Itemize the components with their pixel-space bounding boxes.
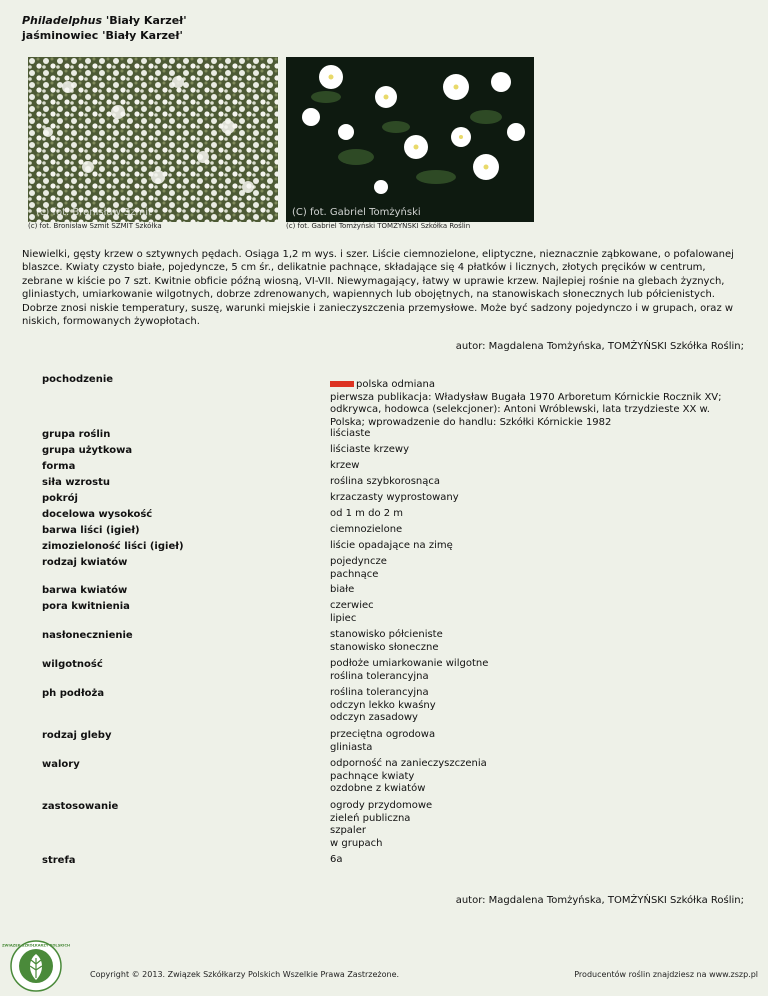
copyright-text: Copyright © 2013. Związek Szkółkarzy Polskich Wszelkie Prawa Zastrzeżone.	[90, 970, 400, 979]
attr-value: pojedyncze	[330, 556, 387, 567]
attr-row-walory	[42, 758, 742, 800]
attr-row-pokroj	[42, 492, 742, 508]
attr-label: grupa użytkowa	[42, 445, 133, 456]
latin-cultivar: 'Biały Karzeł'	[105, 14, 187, 27]
attr-label: zimozieloność liści (igieł)	[42, 541, 184, 552]
attr-row-barwa-lisci	[42, 524, 742, 540]
attr-value: ogrody przydomowe	[330, 800, 433, 811]
photo-watermark: (C) fot. Gabriel Tomżyński	[292, 207, 421, 218]
attr-value: odczyn lekko kwaśny	[330, 699, 436, 711]
attr-label: nasłonecznienie	[42, 630, 133, 641]
attr-label: barwa kwiatów	[42, 585, 128, 596]
attr-value: roślina tolerancyjna	[330, 687, 429, 698]
attr-row-grupa-roslin	[42, 428, 742, 444]
attr-row-pochodzenie	[42, 373, 742, 428]
attr-row-barwa-kwiatow	[42, 584, 742, 600]
photo-shrub	[28, 57, 278, 222]
attr-label: strefa	[42, 855, 76, 866]
attr-value: roślina tolerancyjna	[330, 670, 429, 682]
photo-flowers	[286, 57, 534, 222]
attr-row-naslonecznienie	[42, 629, 742, 658]
attr-value: polska odmiana	[356, 379, 435, 390]
attr-value: odczyn zasadowy	[330, 712, 418, 723]
attr-value: liściaste krzewy	[330, 444, 410, 455]
attr-row-rodzaj-kwiatow	[42, 556, 742, 584]
attr-row-grupa-uzytkowa	[42, 444, 742, 460]
attr-value: zieleń publiczna	[330, 812, 411, 824]
attr-row-wilgotnosc	[42, 658, 742, 687]
attr-label: rodzaj gleby	[42, 730, 112, 741]
author-line-bottom: autor: Magdalena Tomżyńska, TOMŻYŃSKI Szkółka Roślin;	[455, 895, 744, 906]
attr-label: rodzaj kwiatów	[42, 557, 128, 568]
zszp-logo	[1, 940, 71, 992]
attr-label: ph podłoża	[42, 688, 105, 699]
polish-flag-icon	[330, 381, 354, 387]
producers-link[interactable]: Producentów roślin znajdziesz na www.zszp.pl	[574, 970, 758, 979]
attr-value: przeciętna ogrodowa	[330, 729, 436, 740]
attr-value: w grupach	[330, 837, 383, 849]
attr-label: docelowa wysokość	[42, 509, 153, 520]
attr-value: liściaste	[330, 428, 371, 439]
attr-value: roślina szybkorosnąca	[330, 476, 441, 487]
attr-row-forma	[42, 460, 742, 476]
attr-row-docelowa-wysokosc	[42, 508, 742, 524]
attr-value: Polska; wprowadzenie do handlu: Szkółki Kórnickie 1982	[330, 416, 612, 428]
attr-value: białe	[330, 584, 355, 595]
attr-value: ciemnozielone	[330, 524, 403, 535]
attr-value: krzew	[330, 460, 360, 471]
attr-value: szpaler	[330, 825, 366, 836]
photo-caption: (c) fot. Bronisław Szmit SZMIT Szkółka	[28, 222, 162, 230]
attr-row-zimozielonosc	[42, 540, 742, 556]
attr-label: barwa liści (igieł)	[42, 525, 140, 536]
attr-value: podłoże umiarkowanie wilgotne	[330, 658, 489, 669]
attr-value: stanowisko półcieniste	[330, 629, 443, 640]
attr-value: stanowisko słoneczne	[330, 641, 439, 653]
attr-value: 6a	[330, 854, 343, 865]
attr-row-sila-wzrostu	[42, 476, 742, 492]
attr-label: forma	[42, 461, 76, 472]
attr-label: pora kwitnienia	[42, 601, 130, 612]
attr-value: pachnące	[330, 568, 379, 580]
photo-caption: (c) fot. Gabriel Tomżyński TOMŻYŃSKI Szkółka Roślin	[286, 222, 471, 230]
author-line: autor: Magdalena Tomżyńska, TOMŻYŃSKI Szkółka Roślin;	[455, 341, 744, 352]
attr-row-zastosowanie	[42, 800, 742, 854]
attr-row-strefa	[42, 854, 742, 870]
attr-label: pokrój	[42, 493, 78, 504]
photo-watermark: (c) fot. Bronisław Szmit	[36, 207, 152, 218]
attr-label: walory	[42, 759, 80, 770]
attr-label: siła wzrostu	[42, 477, 111, 488]
attr-row-rodzaj-gleby	[42, 729, 742, 758]
attr-value: od 1 m do 2 m	[330, 508, 404, 519]
attr-value: gliniasta	[330, 741, 373, 753]
logo-text: ZWIĄZEK SZKÓŁKARZY POLSKICH	[1, 943, 71, 948]
attr-row-pora-kwitnienia	[42, 600, 742, 629]
attr-value: pachnące kwiaty	[330, 770, 415, 782]
attr-value: krzaczasty wyprostowany	[330, 492, 459, 503]
attr-value: odkrywca, hodowca (selekcjoner): Antoni Wróblewski, lata trzydzieste XX w.	[330, 404, 710, 415]
plant-title	[22, 13, 187, 43]
polish-name: jaśminowiec 'Biały Karzeł'	[22, 29, 183, 42]
attr-value: ozdobne z kwiatów	[330, 783, 426, 794]
attr-value: lipiec	[330, 612, 357, 624]
attr-value: czerwiec	[330, 600, 374, 611]
attr-value: liście opadające na zimę	[330, 540, 453, 551]
attr-value: pierwsza publikacja: Władysław Bugała 1970 Arboretum Kórnickie Rocznik XV;	[330, 391, 722, 403]
latin-genus: Philadelphus	[22, 14, 103, 27]
attr-label: grupa roślin	[42, 429, 111, 440]
attr-value: odporność na zanieczyszczenia	[330, 758, 487, 769]
attr-row-ph	[42, 687, 742, 729]
plant-description: Niewielki, gęsty krzew o sztywnych pędach. Osiąga 1,2 m wys. i szer. Liście ciemnozielone, eliptyczne, nieznacznie ząbkowane, o pofalowanej blaszce. Kwiaty czysto białe, pojedyncze, 5 cm śr., delikatnie pachnące, składające się 4 płatków i licznych, złotych pręcików w centrum, zebrane w kiście po 7 szt. Kwitnie obficie późną wiosną, VI-VII. Niewymagający, łatwy w uprawie krzew. Najlepiej rośnie na glebach żyznych, gliniastych, umiarkowanie wilgotnych, dobrze zdrenowanych, wapiennych lub obojętnych, na stanowiskach słonecznych lub półcienistych. Dobrze znosi niskie temperatury, suszę, warunki miejskie i zanieczyszczenia przemysłowe. Może być sadzony pojedynczo i w grupach, oraz w niskich, formowanych żywopłotach.	[22, 249, 734, 328]
attr-label: wilgotność	[42, 659, 103, 670]
attributes-table	[42, 373, 742, 870]
attr-label: pochodzenie	[42, 374, 114, 385]
attr-label: zastosowanie	[42, 801, 119, 812]
